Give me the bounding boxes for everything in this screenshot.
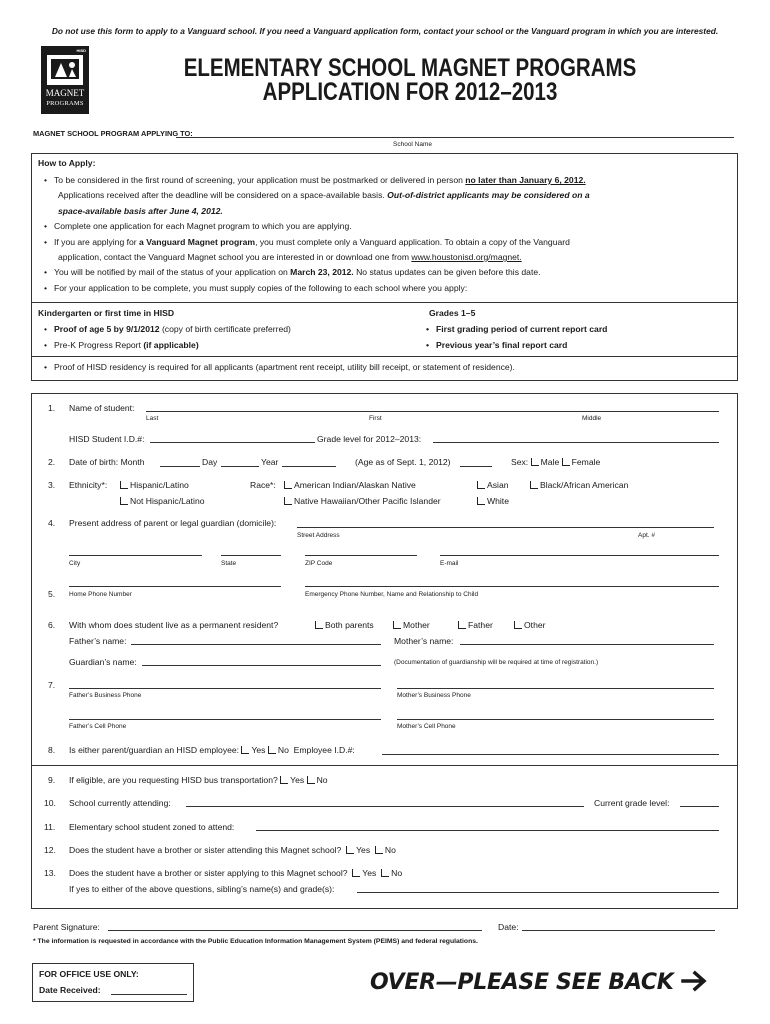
- apt-label: Apt. #: [638, 532, 655, 539]
- q3-number: 3.: [48, 480, 56, 490]
- peims-note: * The information is requested in accordance with the Public Education Information Management System (PEIMS) and federal regulations.: [33, 938, 478, 945]
- other-checkbox[interactable]: [514, 621, 522, 629]
- ethnicity-label: Ethnicity*:: [69, 480, 108, 490]
- grades-item-1: • First grading period of current report card: [420, 324, 607, 334]
- not-hispanic-checkbox[interactable]: [120, 497, 128, 505]
- sibling-names-label: If yes to either of the above questions, sibling’s name(s) and grade(s):: [69, 884, 335, 894]
- age-label: (Age as of Sept. 1, 2012): [355, 457, 451, 467]
- sibling-names-input[interactable]: [357, 892, 719, 893]
- grades-item-2: • Previous year’s final report card: [420, 340, 567, 350]
- how-to-apply-list: [38, 173, 728, 296]
- hispanic-option[interactable]: Hispanic/Latino: [120, 480, 189, 490]
- vanguard-notice: Do not use this form to apply to a Vanguard school. If you need a Vanguard application form, contact your school or the Vanguard program in which you are interested.: [51, 26, 719, 36]
- q12-label: Does the student have a brother or sister attending this Magnet school? Yes No: [69, 845, 396, 855]
- black-option[interactable]: Black/African American: [530, 480, 628, 490]
- email-input[interactable]: [440, 555, 719, 556]
- first-label: First: [369, 415, 382, 422]
- magnet-programs-logo: [41, 46, 89, 114]
- american-indian-option[interactable]: American Indian/Alaskan Native: [284, 480, 416, 490]
- signature-label: Parent Signature:: [33, 922, 100, 932]
- guardian-name-input[interactable]: [142, 665, 381, 666]
- office-use-box: [32, 963, 194, 1002]
- both-parents-checkbox[interactable]: [315, 621, 323, 629]
- zip-label: ZIP Code: [305, 560, 333, 567]
- mothers-name-label: Mother’s name:: [394, 636, 454, 646]
- q12-number: 12.: [44, 845, 56, 855]
- logo-hisd: HISD: [76, 48, 86, 53]
- father-cell-label: Father’s Cell Phone: [69, 723, 127, 730]
- school-attending-input[interactable]: [186, 806, 584, 807]
- guardian-note: (Documentation of guardianship will be required at time of registration.): [394, 659, 599, 666]
- dob-year-input[interactable]: [282, 466, 336, 467]
- sibling-applying-no-checkbox[interactable]: [381, 869, 389, 877]
- grade-level-label: Grade level for 2012–2013:: [317, 434, 422, 444]
- divider: [31, 356, 737, 357]
- mother-business-label: Mother’s Business Phone: [397, 692, 471, 699]
- sex-label: Sex: Male Female: [511, 457, 601, 467]
- emergency-phone-input[interactable]: [305, 586, 719, 587]
- logo-graphic-icon: [47, 55, 83, 85]
- current-grade-label: Current grade level:: [594, 798, 670, 808]
- signature-input[interactable]: [108, 930, 482, 931]
- mother-cell-label: Mother’s Cell Phone: [397, 723, 456, 730]
- date-input[interactable]: [522, 930, 715, 931]
- black-checkbox[interactable]: [530, 481, 538, 489]
- q2-number: 2.: [48, 457, 56, 467]
- hispanic-checkbox[interactable]: [120, 481, 128, 489]
- bus-yes-checkbox[interactable]: [280, 776, 288, 784]
- white-checkbox[interactable]: [477, 497, 485, 505]
- office-use-label: FOR OFFICE USE ONLY:: [39, 969, 139, 979]
- student-id-input[interactable]: [150, 442, 315, 443]
- kindergarten-item-2: • Pre-K Progress Report (if applicable): [38, 340, 199, 350]
- dob-year-label: Year: [261, 457, 279, 467]
- q5-number: 5.: [48, 589, 56, 599]
- program-input[interactable]: [176, 137, 734, 138]
- divider: [31, 765, 737, 766]
- q8-number: 8.: [48, 745, 56, 755]
- both-parents-option[interactable]: Both parents: [315, 620, 374, 630]
- q1-number: 1.: [48, 403, 56, 413]
- state-label: State: [221, 560, 237, 567]
- q7-number: 7.: [48, 680, 56, 690]
- list-item: • For your application to be complete, you must supply copies of the following to each school where you apply:: [38, 281, 728, 296]
- grades-heading: Grades 1–5: [429, 308, 476, 318]
- q8-label: Is either parent/guardian an HISD employee: Yes No Employee I.D.#:: [69, 745, 355, 755]
- mother-checkbox[interactable]: [393, 621, 401, 629]
- asian-checkbox[interactable]: [477, 481, 485, 489]
- list-item: • To be considered in the first round of screening, your application must be postmarked or delivered in person no later than January 6, 2012.: [38, 173, 728, 188]
- home-phone-input[interactable]: [69, 586, 281, 587]
- list-item: • Complete one application for each Magnet program to which you are applying.: [38, 219, 728, 234]
- kindergarten-heading: Kindergarten or first time in HISD: [38, 308, 175, 318]
- employee-id-input[interactable]: [382, 754, 719, 755]
- date-received-label: Date Received:: [39, 985, 101, 995]
- female-checkbox[interactable]: [562, 458, 570, 466]
- address-label: Present address of parent or legal guardian (domicile):: [69, 518, 277, 528]
- fathers-name-input[interactable]: [131, 644, 381, 645]
- age-input[interactable]: [460, 466, 492, 467]
- divider: [31, 302, 737, 303]
- sibling-attending-yes-checkbox[interactable]: [346, 846, 354, 854]
- how-to-apply-heading: How to Apply:: [38, 158, 96, 168]
- city-input[interactable]: [69, 555, 202, 556]
- employee-yes-checkbox[interactable]: [241, 746, 249, 754]
- q11-label: Elementary school student zoned to attend:: [69, 822, 235, 832]
- q9-number: 9.: [48, 775, 56, 785]
- student-id-label: HISD Student I.D.#:: [69, 434, 145, 444]
- over-please-see-back: OVER—PLEASE SEE BACK: [370, 970, 709, 995]
- student-name-label: Name of student:: [69, 403, 135, 413]
- father-business-label: Father’s Business Phone: [69, 692, 142, 699]
- emergency-label: Emergency Phone Number, Name and Relationship to Child: [305, 591, 479, 598]
- list-item-cont: space-available basis after June 4, 2012.: [58, 205, 223, 216]
- q4-number: 4.: [48, 518, 56, 528]
- q10-number: 10.: [44, 798, 56, 808]
- q9-label: If eligible, are you requesting HISD bus transportation? Yes No: [69, 775, 328, 785]
- mother-business-input[interactable]: [397, 688, 714, 689]
- street-address-input[interactable]: [297, 527, 714, 528]
- zip-input[interactable]: [305, 555, 417, 556]
- middle-label: Middle: [582, 415, 602, 422]
- state-input[interactable]: [221, 555, 281, 556]
- mother-option[interactable]: Mother: [393, 620, 430, 630]
- mother-cell-input[interactable]: [397, 719, 714, 720]
- home-phone-label: Home Phone Number: [69, 591, 132, 598]
- page-title: ELEMENTARY SCHOOL MAGNET PROGRAMS: [183, 54, 637, 82]
- race-label: Race*:: [250, 480, 276, 490]
- other-option[interactable]: Other: [514, 620, 546, 630]
- logo-magnet: MAGNET: [45, 88, 85, 98]
- dob-month-label: Date of birth: Month: [69, 457, 145, 467]
- program-label: MAGNET SCHOOL PROGRAM APPLYING TO:: [33, 129, 193, 138]
- father-cell-input[interactable]: [69, 719, 381, 720]
- date-received-input[interactable]: [111, 994, 187, 995]
- city-label: City: [69, 560, 81, 567]
- list-item-cont: Applications received after the deadline will be considered on a space-available basis. Out-of-district applicants may be considered on a: [58, 190, 590, 201]
- sibling-attending-no-checkbox[interactable]: [375, 846, 383, 854]
- list-item: • If you are applying for a Vanguard Magnet program, you must complete only a Vanguard application. To obtain a copy of the Vanguard: [38, 235, 728, 250]
- list-item-cont: application, contact the Vanguard Magnet school you are interested in or download one from www.houstonisd.org/magnet.: [58, 252, 522, 263]
- father-option[interactable]: Father: [458, 620, 493, 630]
- american-indian-checkbox[interactable]: [284, 481, 292, 489]
- mothers-name-input[interactable]: [460, 644, 714, 645]
- asian-option[interactable]: Asian: [477, 480, 509, 490]
- logo-programs: PROGRAMS: [46, 100, 84, 107]
- hawaiian-checkbox[interactable]: [284, 497, 292, 505]
- father-checkbox[interactable]: [458, 621, 466, 629]
- live-with-label: With whom does student live as a permanent resident?: [69, 620, 279, 630]
- dob-day-input[interactable]: [221, 466, 259, 467]
- grade-level-input[interactable]: [433, 442, 719, 443]
- current-grade-input[interactable]: [680, 806, 719, 807]
- residency-note: • Proof of HISD residency is required for all applicants (apartment rent receipt, utility bill receipt, or statement of residence).: [38, 362, 515, 372]
- guardian-name-label: Guardian’s name:: [69, 657, 137, 667]
- date-label: Date:: [498, 922, 519, 932]
- magnet-link[interactable]: www.houstonisd.org/magnet.: [411, 252, 522, 263]
- bus-no-checkbox[interactable]: [307, 776, 315, 784]
- dob-month-input[interactable]: [160, 466, 200, 467]
- school-name-label: School Name: [393, 141, 433, 148]
- q13-label: Does the student have a brother or sister applying to this Magnet school? Yes No: [69, 868, 403, 878]
- white-option[interactable]: White: [477, 496, 509, 506]
- dob-day-label: Day: [202, 457, 218, 467]
- q11-number: 11.: [44, 822, 56, 832]
- sibling-applying-yes-checkbox[interactable]: [352, 869, 360, 877]
- hawaiian-option[interactable]: Native Hawaiian/Other Pacific Islander: [284, 496, 441, 506]
- fathers-name-label: Father’s name:: [69, 636, 127, 646]
- father-business-input[interactable]: [69, 688, 381, 689]
- arrow-right-icon: [681, 970, 709, 992]
- male-checkbox[interactable]: [531, 458, 539, 466]
- q6-number: 6.: [48, 620, 56, 630]
- q13-number: 13.: [44, 868, 56, 878]
- q10-label: School currently attending:: [69, 798, 171, 808]
- student-name-input[interactable]: [146, 411, 719, 412]
- list-item: • You will be notified by mail of the status of your application on March 23, 2012. No status updates can be given before this date.: [38, 265, 728, 280]
- kindergarten-item-1: • Proof of age 5 by 9/1/2012 (copy of birth certificate preferred): [38, 324, 291, 334]
- email-label: E-mail: [440, 560, 459, 567]
- not-hispanic-option[interactable]: Not Hispanic/Latino: [120, 496, 205, 506]
- street-label: Street Address: [297, 532, 340, 539]
- page-subtitle: APPLICATION FOR 2012–2013: [262, 78, 558, 106]
- zoned-school-input[interactable]: [256, 830, 719, 831]
- employee-no-checkbox[interactable]: [268, 746, 276, 754]
- last-label: Last: [146, 415, 159, 422]
